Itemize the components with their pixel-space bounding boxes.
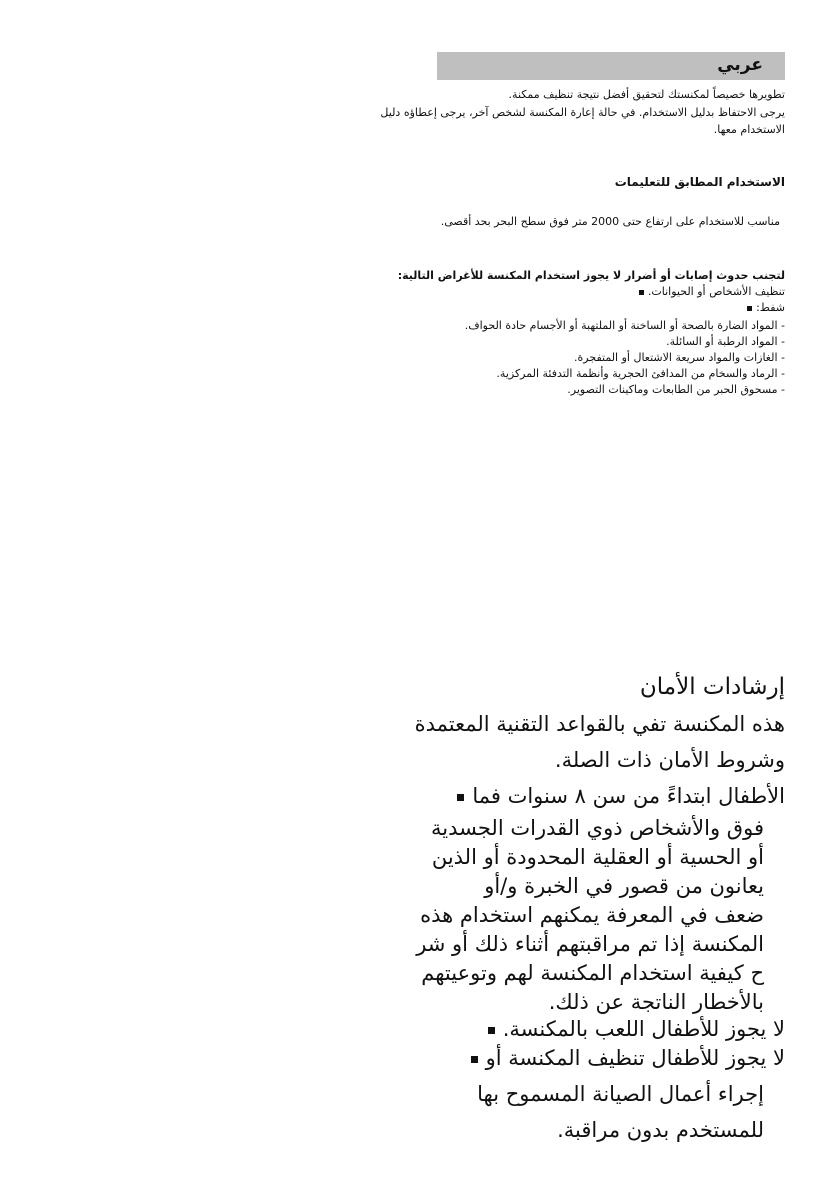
safety-line: بالأخطار الناتجة عن ذلك. xyxy=(548,990,764,1014)
safety-line: المكنسة إذا تم مراقبتهم أثناء ذلك أو شر xyxy=(416,932,764,956)
avoid-bullet: شفط: xyxy=(747,301,785,314)
safety-line: أو الحسية أو العقلية المحدودة أو الذين xyxy=(431,845,764,869)
avoid-sub-item: - الغازات والمواد سريعة الاشتعال أو المتفجرة. xyxy=(574,351,785,364)
intended-use-text: مناسب للاستخدام على ارتفاع حتى 2000 متر فوق سطح البحر بحد أقصى. xyxy=(440,215,780,228)
safety-bullet-3: لا يجوز للأطفال تنظيف المكنسة أو xyxy=(471,1046,785,1070)
intro-line: تطويرها خصيصاً لمكنستك لتحقيق أفضل نتيجة تنظيف ممكنة. xyxy=(508,88,785,101)
safety-line: ضعف في المعرفة يمكنهم استخدام هذه xyxy=(420,903,764,927)
avoid-sub-item: - مسحوق الحبر من الطابعات وماكينات التصوير. xyxy=(567,383,785,396)
safety-intro-line: هذه المكنسة تفي بالقواعد التقنية المعتمدة xyxy=(414,712,785,736)
language-title: عربي xyxy=(717,55,763,75)
language-header-bar xyxy=(437,52,785,80)
safety-bullet-1: الأطفال ابتداءً من سن ٨ سنوات فما xyxy=(457,784,785,808)
avoid-sub-item: - المواد الضارة بالصحة أو الساخنة أو الملتهبة أو الأجسام حادة الحواف. xyxy=(464,319,785,332)
avoid-sub-item: - الرماد والسخام من المدافئ الحجرية وأنظمة التدفئة المركزية. xyxy=(496,367,785,380)
intro-line: الاستخدام معها. xyxy=(713,123,785,136)
avoid-heading: لتجنب حدوث إصابات أو أضرار لا يجوز استخدام المكنسة للأغراض التالية: xyxy=(397,269,785,282)
intended-use-heading: الاستخدام المطابق للتعليمات xyxy=(614,175,785,189)
safety-heading: إرشادات الأمان xyxy=(639,674,785,700)
avoid-sub-item: - المواد الرطبة أو السائلة. xyxy=(666,335,785,348)
intro-line: يرجى الاحتفاظ بدليل الاستخدام. في حالة إعارة المكنسة لشخص آخر، يرجى إعطاؤه دليل xyxy=(380,106,785,119)
safety-line: فوق والأشخاص ذوي القدرات الجسدية xyxy=(431,816,764,840)
safety-line: يعانون من قصور في الخبرة و/أو xyxy=(484,874,764,898)
safety-bullet-2: لا يجوز للأطفال اللعب بالمكنسة. xyxy=(488,1017,785,1041)
safety-line: ح كيفية استخدام المكنسة لهم وتوعيتهم xyxy=(421,961,764,985)
safety-line: للمستخدم بدون مراقبة. xyxy=(557,1118,764,1142)
safety-intro-line: وشروط الأمان ذات الصلة. xyxy=(554,748,785,772)
avoid-bullet: تنظيف الأشخاص أو الحيوانات. xyxy=(639,285,785,298)
safety-line: إجراء أعمال الصيانة المسموح بها xyxy=(477,1082,764,1106)
